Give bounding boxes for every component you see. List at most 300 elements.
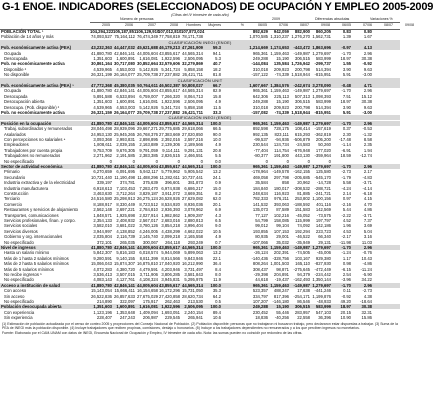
table-cell: 253,802 <box>294 196 310 202</box>
table-cell: 443,130 <box>294 153 310 159</box>
table-cell: 2,163,889 <box>139 142 158 148</box>
table-cell: 141,532 <box>252 201 268 207</box>
table-cell: 22.1 <box>212 255 221 261</box>
table-cell: 26,857,633 <box>114 293 135 299</box>
table-cell: 107,153 <box>273 228 289 234</box>
table-cell: 0.37 <box>342 126 351 132</box>
table-cell: 858 <box>282 180 289 186</box>
table-cell: 46,502,387 <box>159 83 180 88</box>
table-cell: 3,996,404 <box>184 223 203 229</box>
table-cell: 965,361 <box>252 164 268 169</box>
table-cell: 4,438,299 <box>161 228 180 234</box>
table-cell: 823,111 <box>274 131 289 137</box>
table-cell: 44,447,032 <box>114 45 135 51</box>
table-row <box>0 51 400 56</box>
table-cell: 26,522,836 <box>91 293 112 299</box>
table-cell: 265,035 <box>119 239 135 245</box>
table-cell: 180,017 <box>273 185 289 191</box>
table-cell: 228,407 <box>96 315 112 321</box>
table-cell: 9.0 <box>215 223 221 229</box>
table-cell: 1,159,463 <box>270 245 289 250</box>
table-cell: 33.3 <box>212 110 221 115</box>
table-cell: 5.91 <box>342 72 351 78</box>
table-cell: 40.7 <box>212 61 221 67</box>
table-cell: 2,271,962 <box>93 153 112 159</box>
table-cell: -17.48 <box>339 137 351 142</box>
table-cell: 7,103,453 <box>116 185 135 191</box>
table-cell: 1,848,571 <box>93 212 112 218</box>
table-cell: -299,737 <box>314 61 331 67</box>
table-cell: 3,944,997 <box>93 228 112 234</box>
table-cell: 1,159,463 <box>270 50 289 56</box>
table-cell: 3.90 <box>342 104 351 110</box>
table-cell: -0.97 <box>341 45 351 51</box>
column-header: Hombres <box>186 23 201 27</box>
table-cell: 104,294,222 <box>90 29 114 34</box>
table-cell: 44,565,314 <box>182 50 203 56</box>
table-cell: 223,723 <box>315 228 331 234</box>
table-cell: 0.80 <box>363 29 372 34</box>
table-cell: 229,545 <box>164 315 180 321</box>
table-cell: 2,145,740 <box>139 234 158 240</box>
table-cell: 1,726,942 <box>291 61 310 67</box>
table-cell: 9.63 <box>363 66 372 72</box>
table-cell: 41,880,780 <box>91 245 112 250</box>
table-cell: 3,711,906 <box>139 272 158 277</box>
table-cell: 7,283,470 <box>139 185 158 191</box>
table-cell: -5.90 <box>362 272 372 277</box>
row-label: POBLACIÓN TOTAL ¹ <box>1 29 44 34</box>
table-cell: -35,949 <box>295 239 310 245</box>
table-cell: 8,914,566 <box>161 255 180 261</box>
table-cell: 27,237,882 <box>159 110 180 115</box>
table-cell: 30,717,080 <box>114 61 135 67</box>
table-cell: 100.0 <box>210 120 221 126</box>
table-cell: -178,964 <box>251 169 268 175</box>
table-row <box>0 283 400 288</box>
table-cell: 2,683,016 <box>161 218 180 223</box>
row-label: Comercio <box>4 201 22 207</box>
table-cell: 209,923 <box>273 66 289 72</box>
table-cell: 2,898,895 <box>139 137 158 142</box>
table-cell: 401,116 <box>316 201 331 207</box>
table-cell: 1,616,081 <box>139 56 158 61</box>
table-cell: 5,858,158 <box>184 66 203 72</box>
table-cell: 116,923 <box>274 191 289 196</box>
table-cell: 10.6 <box>212 315 221 321</box>
column-header: Mujeres <box>208 23 221 27</box>
table-cell: 42,846,141 <box>114 120 135 126</box>
table-cell: 4,553,003 <box>116 66 135 72</box>
table-row <box>0 99 400 104</box>
section-band: CLASIFICACIÓN INEGI (ENOE) <box>0 40 400 45</box>
table-cell: 30,861,164 <box>91 61 112 67</box>
table-cell: 5,816,183 <box>116 250 135 256</box>
table-cell: 44,005,604 <box>137 120 158 126</box>
table-cell: 192,294 <box>294 228 310 234</box>
column-header: 09/08 <box>321 23 330 27</box>
table-cell: 105,187,851 <box>113 29 137 34</box>
table-cell: 3,536,413 <box>93 272 112 277</box>
table-cell: 965,361 <box>252 120 268 126</box>
table-cell: 20.8 <box>212 147 221 153</box>
table-row <box>0 83 400 88</box>
row-label: Desocupada <box>4 93 28 99</box>
row-label: Ocupada <box>4 88 21 94</box>
table-cell: 75,164,112 <box>114 34 135 40</box>
table-cell: 2,880,813 <box>184 218 203 223</box>
table-cell: 108,414 <box>294 126 310 132</box>
table-cell: 249,288 <box>252 56 268 61</box>
table-cell: 62.0 <box>212 196 221 202</box>
table-cell: 248,634 <box>252 191 268 196</box>
table-cell: 9,676,305 <box>116 147 135 153</box>
table-cell: 249,288 <box>252 304 268 310</box>
table-cell: 3,078,962 <box>184 207 203 213</box>
table-cell: 135,584 <box>273 61 289 67</box>
table-cell: 3,731,497 <box>184 266 203 272</box>
table-cell: -2.73 <box>341 169 351 175</box>
table-cell: 214,890 <box>96 299 112 304</box>
table-cell: 1,199,876 <box>312 293 331 299</box>
table-cell: -0.76 <box>362 250 372 256</box>
table-cell: 965,361 <box>252 245 268 250</box>
table-cell: 9,791,059 <box>139 147 158 153</box>
table-cell: 2.30 <box>342 131 351 137</box>
table-cell: 44,565,314 <box>182 282 203 288</box>
table-cell: 1,863,696 <box>312 45 331 51</box>
table-cell: 2.54 <box>342 272 351 277</box>
table-cell: -506,879 <box>293 137 310 142</box>
table-cell: 0 <box>286 158 289 164</box>
table-cell: 1,159,463 <box>270 282 289 288</box>
table-cell: -2.16 <box>341 201 351 207</box>
header-group-differences: Diferencias absolutas <box>315 17 350 21</box>
table-cell: 4,072,283 <box>93 266 112 272</box>
table-cell: 177,020 <box>315 147 331 153</box>
table-row <box>0 121 400 126</box>
table-cell: 2,191,585 <box>116 153 135 159</box>
table-cell: 11.9 <box>213 277 221 283</box>
table-cell: 297,798 <box>273 174 289 180</box>
table-row <box>0 142 400 147</box>
table-cell: 26,164,077 <box>114 72 135 78</box>
table-cell: 44,565,314 <box>182 120 203 126</box>
table-cell: 5,142,926 <box>139 66 158 72</box>
table-cell: -308,532 <box>293 185 310 191</box>
table-cell: 1.67 <box>363 34 372 40</box>
table-cell: -3.00 <box>362 72 372 78</box>
table-cell: 3.90 <box>342 66 351 72</box>
table-row <box>0 110 400 115</box>
table-cell: 247,243 <box>119 315 135 321</box>
row-label: Pob. no económicamente activa <box>1 110 65 115</box>
table-cell: 306,515 <box>294 56 310 61</box>
table-cell: 8,936,036 <box>184 201 203 207</box>
table-cell: -149,987 <box>293 245 310 250</box>
table-cell: -2.17 <box>341 234 351 240</box>
table-cell: 4.15 <box>363 196 372 202</box>
table-cell: 3,669,351 <box>184 191 203 196</box>
row-label: Pob. económicamente activa (PEA) ³ <box>1 83 74 88</box>
table-cell: 32.31 <box>361 309 372 315</box>
table-cell: -162,493 <box>293 277 310 283</box>
table-cell: 5.58 <box>342 180 351 186</box>
table-cell: 47,261,909 <box>182 45 203 51</box>
table-cell: 0 <box>307 158 310 164</box>
table-cell: 77,127 <box>255 212 268 218</box>
table-cell: 17,040,920 <box>159 261 180 267</box>
table-cell: 4,553,003 <box>116 104 135 110</box>
table-cell: 3,681,022 <box>116 223 135 229</box>
table-cell: 15,143,054 <box>91 288 112 294</box>
table-cell: 27,383,669 <box>159 131 180 137</box>
table-cell: 35,584 <box>255 180 268 186</box>
table-cell: 0 <box>177 158 180 164</box>
table-cell: 77,758,819 <box>159 34 180 40</box>
column-header: 2005 <box>102 23 110 27</box>
table-cell: 1,279,697 <box>312 88 331 94</box>
table-cell: 15,066,043 <box>91 261 112 267</box>
table-cell: 9,140,155 <box>116 255 135 261</box>
table-row <box>0 256 400 261</box>
table-cell: 15,874,307 <box>114 261 135 267</box>
table-cell: 50,808,027 <box>182 83 203 88</box>
table-cell: -4.14 <box>362 185 372 191</box>
table-cell: 9,843,946 <box>184 255 203 261</box>
table-cell: 16,154,658 <box>137 288 158 294</box>
table-cell: 782,333 <box>252 196 268 202</box>
table-cell: -3.96 <box>341 277 351 283</box>
table-cell: 94,379 <box>297 272 310 277</box>
table-cell: 293,249 <box>187 239 203 245</box>
table-cell: 90.0 <box>212 131 221 137</box>
table-cell: 28,939,096 <box>114 126 135 132</box>
table-cell: 1,279,697 <box>312 282 331 288</box>
table-row <box>0 207 400 212</box>
table-cell: 80,935 <box>255 234 268 240</box>
row-label: No especificado <box>4 158 34 164</box>
table-cell: 6,091,695 <box>116 169 135 175</box>
table-row <box>0 213 400 218</box>
table-cell: 26,164,077 <box>114 110 135 115</box>
table-cell: 41,880,780 <box>91 282 112 288</box>
table-cell: 54,799 <box>255 218 268 223</box>
table-cell: -0.92 <box>341 293 351 299</box>
table-cell: 206,987 <box>142 315 158 321</box>
table-cell: 1,600,891 <box>116 99 135 105</box>
table-cell: 1,616,081 <box>139 99 158 105</box>
table-cell: 24,516,580 <box>91 196 112 202</box>
table-cell: 66.5 <box>212 126 221 132</box>
table-cell: 583,999 <box>315 304 331 310</box>
table-cell: 322,097 <box>119 299 135 304</box>
table-cell: 2,936,393 <box>161 207 180 213</box>
table-cell: 1.39 <box>342 34 351 40</box>
column-header: 06/05 <box>258 23 267 27</box>
table-cell: 965,361 <box>252 282 268 288</box>
table-cell: 44,565,314 <box>182 164 203 169</box>
table-cell: 5,779,962 <box>161 169 180 175</box>
table-row <box>0 261 400 266</box>
table-cell: 5,842,307 <box>93 250 112 256</box>
table-cell: 4,539,965 <box>93 104 112 110</box>
table-cell: 507,313 <box>294 93 310 99</box>
table-cell: -815,951 <box>314 72 331 78</box>
table-cell: 3,581,843 <box>184 272 203 277</box>
table-cell: 300,067 <box>142 239 158 245</box>
table-cell: 2,506,095 <box>184 56 203 61</box>
table-cell: 2.14 <box>342 191 351 196</box>
table-cell: 25,298,913 <box>114 196 135 202</box>
table-cell: 1,159,463 <box>270 120 289 126</box>
column-header: 2008 <box>170 23 178 27</box>
table-cell: 3.16 <box>363 234 372 240</box>
table-cell: 6,974,938 <box>161 185 180 191</box>
table-cell: 514,394 <box>315 66 331 72</box>
table-cell: -815,951 <box>314 110 331 115</box>
table-cell: 1,600,891 <box>116 56 135 61</box>
row-label: Acceso a institución de salud <box>1 282 60 288</box>
table-cell: -4.24 <box>341 185 351 191</box>
table-cell: -1.70 <box>341 164 351 169</box>
table-cell: 193,855 <box>252 228 268 234</box>
table-cell: -94,936 <box>274 137 289 142</box>
table-cell: 135,073 <box>252 207 268 213</box>
table-cell: 28,620,734 <box>182 293 203 299</box>
row-label: Posición en la ocupación <box>1 120 52 126</box>
table-row <box>0 202 400 207</box>
table-cell: 66.7 <box>212 83 221 88</box>
table-cell: 107,207 <box>252 299 268 304</box>
table-cell: 0.5 <box>215 299 221 304</box>
table-cell: 200,798 <box>294 66 310 72</box>
table-cell: 1,100,156 <box>312 196 331 202</box>
table-cell: -241,721 <box>314 191 331 196</box>
section-band: CLASIFICACIÓN UNIT <box>0 78 400 83</box>
table-cell: 55,446 <box>276 309 289 315</box>
table-cell: 2,506,095 <box>184 304 203 310</box>
table-cell: 42,846,141 <box>114 50 135 56</box>
table-cell: 26,421,711 <box>182 110 203 115</box>
table-cell: -224,442 <box>314 272 331 277</box>
table-cell: 2,466,551 <box>184 153 203 159</box>
table-cell: 3.69 <box>363 223 372 229</box>
table-cell: 1,276,270 <box>291 34 310 40</box>
table-cell: 3,463,630 <box>93 191 112 196</box>
table-cell: 8.4 <box>215 266 221 272</box>
table-cell: 34.22 <box>361 277 372 283</box>
table-cell: 2,035,804 <box>93 234 112 240</box>
table-cell: 9,280,591 <box>93 255 112 261</box>
header-group-persons: Número de personas <box>120 17 154 21</box>
table-cell: 43,855,617 <box>159 88 180 94</box>
table-row <box>0 94 400 99</box>
table-cell: -1.32 <box>362 131 372 137</box>
table-cell: -288,721 <box>314 185 331 191</box>
table-cell: 17,638 <box>297 288 310 294</box>
table-cell: 0.97 <box>342 196 351 202</box>
table-cell: -74,339 <box>274 72 289 78</box>
table-cell: 205,200 <box>315 137 331 142</box>
table-cell: 9,753,709 <box>93 147 112 153</box>
table-cell: 29,618,066 <box>182 126 203 132</box>
table-cell: -149,987 <box>293 50 310 56</box>
table-cell: -107,066 <box>251 239 268 245</box>
table-cell: -140,436 <box>251 255 268 261</box>
table-cell: 929,380 <box>315 255 331 261</box>
table-cell: 2,116,739 <box>116 234 135 240</box>
table-cell: 18.97 <box>340 56 351 61</box>
table-cell: 1,070,585 <box>249 34 268 40</box>
table-cell: 992,135 <box>252 131 268 137</box>
table-cell: -149,987 <box>293 282 310 288</box>
table-cell: 102,216 <box>273 212 289 218</box>
table-cell: 4.9 <box>215 99 221 105</box>
table-cell: 1,279,697 <box>312 50 331 56</box>
table-row <box>0 61 400 66</box>
table-cell: -77,404 <box>253 147 268 153</box>
table-cell: 11,488,296 <box>137 174 158 180</box>
table-cell: 5,142,926 <box>139 104 158 110</box>
row-label: Pob. no económicamente activa <box>1 61 65 67</box>
table-cell: 4.86 <box>363 207 372 213</box>
table-row <box>0 218 400 223</box>
table-cell: -3.71 <box>362 212 372 218</box>
table-cell: 5,341,724 <box>161 66 180 72</box>
table-cell: -362,819 <box>314 131 331 137</box>
table-cell: 20.15 <box>340 309 351 315</box>
table-cell: 1,279,697 <box>312 245 331 250</box>
table-cell: 5.5 <box>215 153 221 159</box>
table-cell: 8,330,449 <box>116 201 135 207</box>
header-group-variations: Variaciones % <box>370 17 393 21</box>
table-row <box>0 132 400 137</box>
table-cell: 43,855,617 <box>159 245 180 250</box>
row-label: Servicios sociales <box>4 223 38 229</box>
table-cell: 49.20 <box>340 299 351 304</box>
table-cell: 2,392,016 <box>161 137 180 142</box>
table-cell: 16,875,810 <box>137 261 158 267</box>
table-cell: 26,421,711 <box>182 72 203 78</box>
table-cell: 1,123,196 <box>93 309 112 315</box>
table-cell: 306,515 <box>294 99 310 105</box>
table-cell: 27,237,882 <box>159 72 180 78</box>
table-cell: 81.8 <box>212 72 221 78</box>
table-row <box>0 288 400 293</box>
table-cell: 4.38 <box>363 293 372 299</box>
table-cell: 1.94 <box>363 147 372 153</box>
table-cell: 375,639 <box>142 180 158 186</box>
table-cell: 15,666,411 <box>114 288 135 294</box>
table-cell: -29,398 <box>253 272 268 277</box>
table-cell: 249,288 <box>252 99 268 105</box>
table-cell: 0.83 <box>342 29 351 34</box>
table-cell: 0 <box>109 158 112 164</box>
table-row <box>0 294 400 299</box>
table-cell: -6.91 <box>341 147 351 153</box>
table-cell: 20.1 <box>212 201 221 207</box>
table-cell: 100.0 <box>210 304 221 310</box>
table-cell: 11.03 <box>361 239 372 245</box>
table-cell: 2.35 <box>363 142 372 148</box>
table-cell: 8,811,399 <box>139 255 158 261</box>
table-cell: 2.96 <box>363 282 372 288</box>
table-cell: 8,534,920 <box>161 201 180 207</box>
table-cell: 3,945,831 <box>161 277 180 283</box>
table-cell: 3,854,218 <box>161 223 180 229</box>
row-label: Con percepciones no salariales ⁴ <box>4 137 66 142</box>
